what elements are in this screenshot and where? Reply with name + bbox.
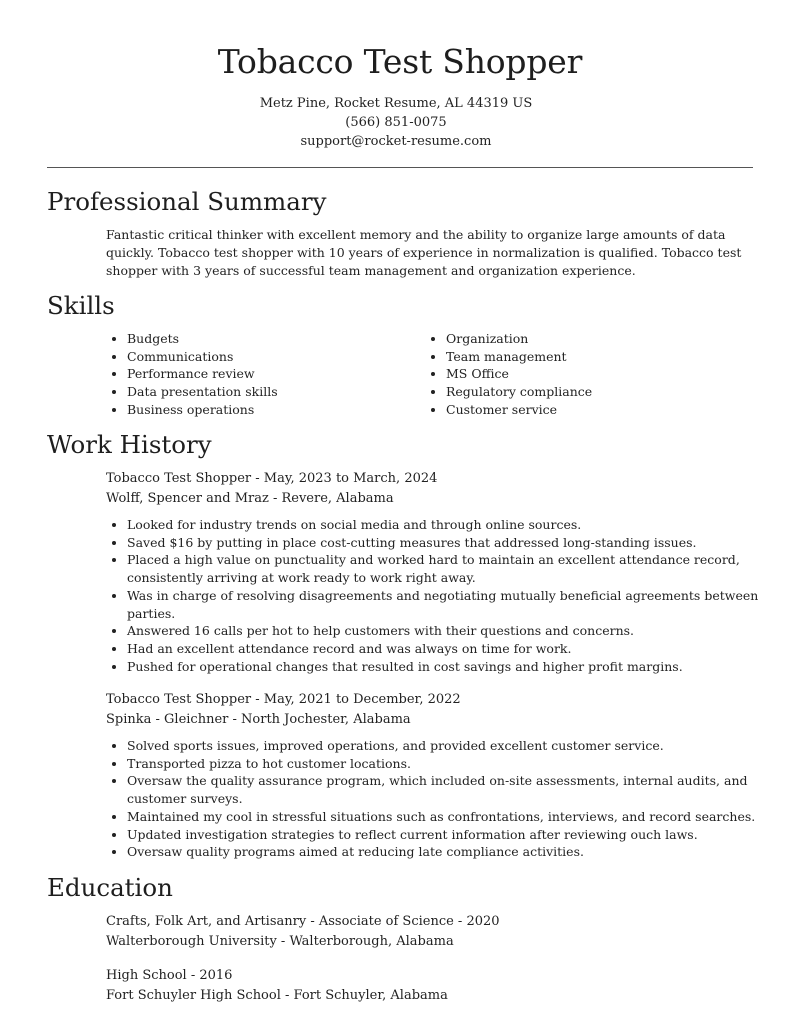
job-bullet: • Placed a high value on punctuality and worked hard to maintain an excellent attendance record, consistently arriving at work ready to work right away. [127,551,766,586]
job-bullets [106,516,766,675]
job-bullet: • Looked for industry trends on social media and through online sources. [127,516,766,534]
skill-item: • Performance review [127,365,425,383]
contact-address: Metz Pine, Rocket Resume, AL 44319 US [259,96,533,111]
section-title-summary: Professional Summary [47,187,327,216]
skill-item: • Regulatory compliance [446,383,746,401]
job-title-dates: Tobacco Test Shopper - May, 2021 to December, 2022 [106,692,461,707]
job-bullet: • Saved $16 by putting in place cost-cutting measures that addressed long-standing issues. [127,534,766,552]
education-entry [106,912,756,951]
job-bullet: • Oversaw the quality assurance program, which included on-site assessments, internal audits, and customer surveys. [127,772,766,807]
education-degree: Crafts, Folk Art, and Artisanry - Associate of Science - 2020 [106,914,500,929]
skill-item: • Organization [446,330,746,348]
education-school: Walterborough University - Walterborough, Alabama [106,933,454,949]
job-bullets [106,737,766,861]
education-entry [106,966,756,1005]
job-entry [106,690,766,861]
section-title-skills: Skills [47,291,115,320]
job-bullet: • Oversaw quality programs aimed at reducing late compliance activities. [127,843,766,861]
skill-item: • Data presentation skills [127,383,425,401]
job-title-dates: Tobacco Test Shopper - May, 2023 to March, 2024 [106,471,438,486]
skill-item: • Team management [446,348,746,366]
skill-item: • Communications [127,348,425,366]
skills-column-1 [106,330,425,419]
contact-phone: (566) 851-0075 [345,115,447,130]
summary-text: Fantastic critical thinker with excellent memory and the ability to organize large amounts of data quickly. Tobacco test shopper with 10 years of experience in normalization is qualified. Tobacco test shopper with 3 years of successful team management and organization experience. [106,227,742,278]
job-bullet: • Had an excellent attendance record and was always on time for work. [127,640,766,658]
job-entry [106,469,766,675]
job-company-location: Wolff, Spencer and Mraz - Revere, Alabama [106,490,394,506]
skill-item: • MS Office [446,365,746,383]
education-degree: High School - 2016 [106,968,233,983]
section-title-education: Education [47,873,173,902]
education-school: Fort Schuyler High School - Fort Schuyler, Alabama [106,987,448,1003]
candidate-name: Tobacco Test Shopper [217,42,583,81]
job-bullet: • Answered 16 calls per hot to help customers with their questions and concerns. [127,622,766,640]
job-bullet: • Solved sports issues, improved operations, and provided excellent customer service. [127,737,766,755]
job-bullet: • Maintained my cool in stressful situations such as confrontations, interviews, and record searches. [127,808,766,826]
job-bullet: • Pushed for operational changes that resulted in cost savings and higher profit margins. [127,658,766,676]
job-bullet: • Updated investigation strategies to reflect current information after reviewing ouch laws. [127,826,766,844]
contact-email: support@rocket-resume.com [300,134,492,149]
skill-item: • Customer service [446,401,746,419]
skills-list [106,330,756,419]
section-title-work-history: Work History [47,430,212,459]
job-bullet: • Transported pizza to hot customer locations. [127,755,766,773]
header-divider [47,167,753,168]
skill-item: • Business operations [127,401,425,419]
job-company-location: Spinka - Gleichner - North Jochester, Alabama [106,711,411,727]
job-bullet: • Was in charge of resolving disagreements and negotiating mutually beneficial agreements between parties. [127,587,766,622]
skills-column-2 [425,330,746,419]
skill-item: • Budgets [127,330,425,348]
